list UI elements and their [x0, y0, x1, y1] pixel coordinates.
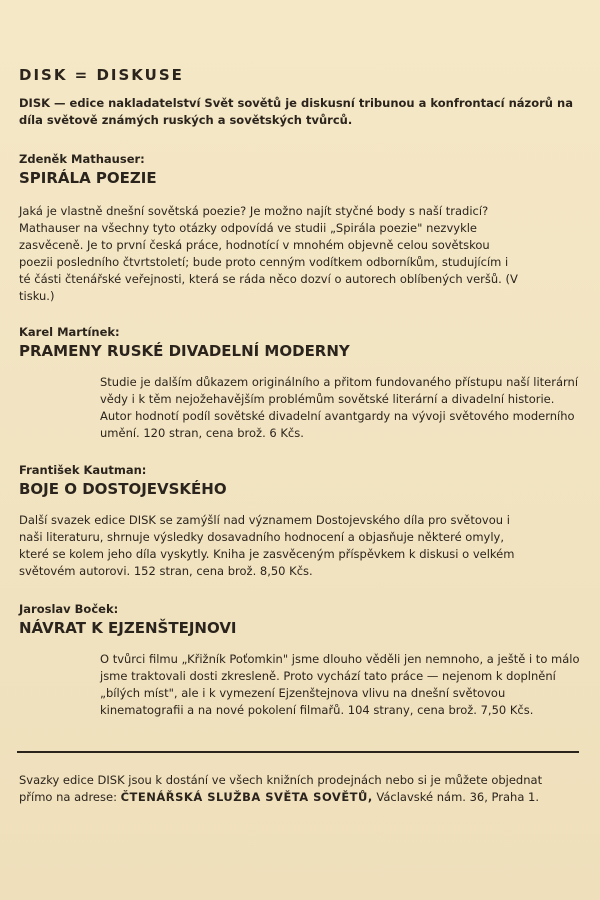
book-author: František Kautman:: [19, 463, 147, 477]
book-description: Další svazek edice DISK se zamýšlí nad významem Dostojevského díla pro světovou i naši literaturu, shrnuje výsledky dosavadního hodnocení a objasňuje některé omyly, které se kolem jeho díla vyskytly. Kniha je zasvěceným příspěvkem k diskusi o velkém světovém autorovi. 152 stran, cena brož. 8,50 Kčs.: [19, 513, 515, 578]
footer-text: Svazky edice DISK jsou k dostání ve všech knižních prodejnách nebo si je můžete objednat přímo na adrese:: [19, 773, 543, 804]
book-description: Studie je dalším důkazem originálního a přitom fundovaného přístupu naší literární vědy i k těm nejožehavějším problémům sovětské literární a divadelní historie. Autor hodnotí podíl sovětské divadelní avantgardy na vývoji světového moderního umění. 120 stran, cena brož. 6 Kčs.: [100, 375, 579, 440]
book-author: Zdeněk Mathauser:: [19, 152, 145, 166]
footer-address: ČTENÁŘSKÁ SLUŽBA SVĚTA SOVĚTŮ,: [120, 790, 373, 804]
book-title: PRAMENY RUSKÉ DIVADELNÍ MODERNY: [19, 342, 350, 360]
section-title: DISK = DISKUSE: [19, 66, 184, 84]
divider-rule: [17, 751, 579, 753]
footer-note: [19, 772, 559, 806]
book-title: SPIRÁLA POEZIE: [19, 169, 157, 187]
book-title: BOJE O DOSTOJEVSKÉHO: [19, 480, 227, 498]
book-author: Jaroslav Boček:: [19, 602, 119, 616]
book-description: Jaká je vlastně dnešní sovětská poezie? Je možno najít styčné body s naší tradicí? Mathauser na všechny tyto otázky odpovídá ve studii „Spirála poezie" nezvykle zasvěceně. Je to první česká práce, hodnotící v mnohém objevně celou sovětskou poezii posledního čtvrtstoletí; bude proto cenným vodítkem odborníkům, studujícím i té části čtenářské veřejnosti, která se ráda něco dozví o autorech oblíbených veršů. (V tisku.): [19, 204, 518, 303]
book-author: Karel Martínek:: [19, 325, 120, 339]
footer-street: Václavské nám. 36, Praha 1.: [376, 790, 540, 804]
intro-paragraph: DISK — edice nakladatelství Svět sovětů je diskusní tribunou a konfrontací názorů na díla světově známých ruských a sovětských tvůrců.: [19, 96, 573, 127]
book-title: NÁVRAT K EJZENŠTEJNOVI: [19, 619, 237, 637]
book-description: O tvůrci filmu „Křižník Poťomkin" jsme dlouho věděli jen nemnoho, a ještě i to málo jsme traktovali dosti zkresleně. Proto vychází tato práce — nejenom k doplnění „bílých míst", ale i k vymezení Ejzenštejnova vlivu na dnešní světovou kinematografii a na nové pokolení filmařů. 104 strany, cena brož. 7,50 Kčs.: [100, 652, 580, 717]
